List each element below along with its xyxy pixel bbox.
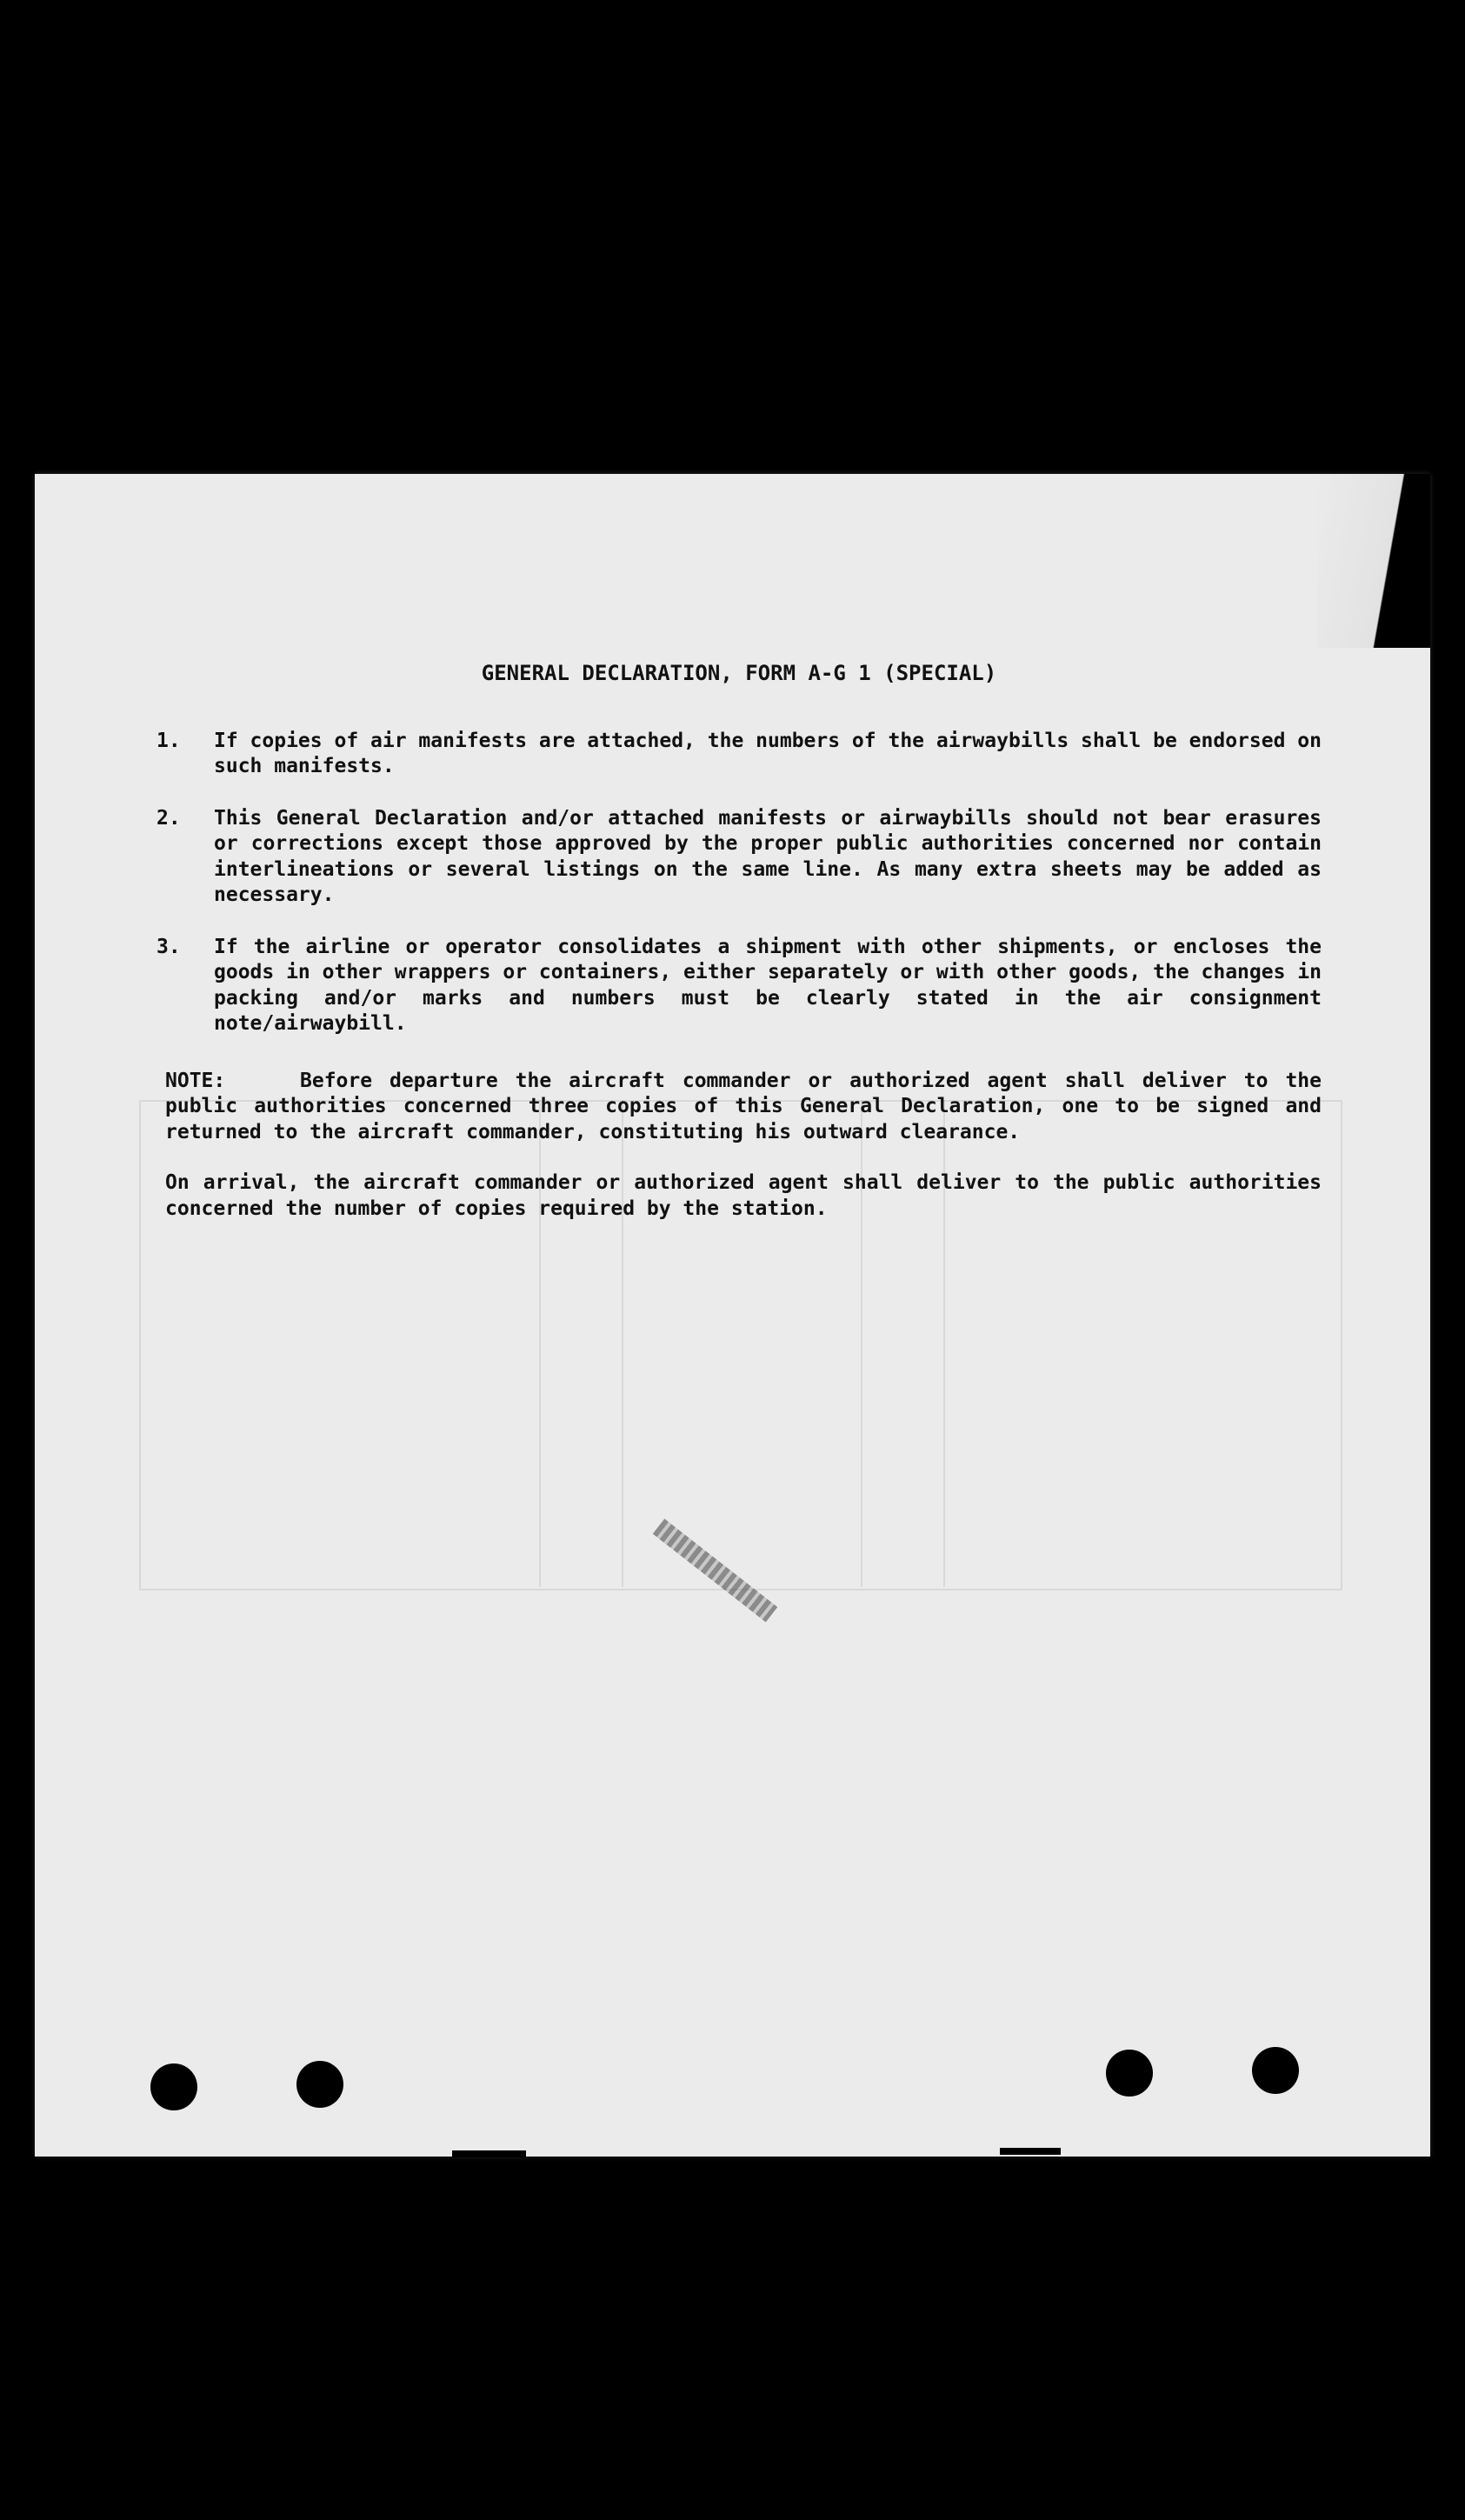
- item-number: 2.: [156, 806, 181, 830]
- note-arrival: On arrival, the aircraft commander or authorized agent shall deliver to the public authorities concerned the number of copies required by the station.: [165, 1171, 1322, 1220]
- note-section: [130, 1069, 1322, 1223]
- list-item: [130, 729, 1322, 780]
- punch-hole: [150, 2063, 197, 2110]
- item-number: 3.: [156, 935, 181, 958]
- item-text: This General Declaration and/or attached manifests or airwaybills should not bear erasures or corrections except those approved by the proper public authorities concerned nor contain interlineations or several listings on the same line. As many extra sheets may be added as necessary.: [214, 806, 1322, 906]
- page-title: GENERAL DECLARATION, FORM A-G 1 (SPECIAL): [481, 661, 997, 685]
- item-number: 1.: [156, 729, 181, 752]
- instruction-list: [130, 729, 1322, 1037]
- list-item: [130, 806, 1322, 909]
- item-text: If copies of air manifests are attached, the numbers of the airwaybills shall be endorsed on such manifests.: [214, 729, 1322, 777]
- item-text: If the airline or operator consolidates a shipment with other shipments, or encloses the goods in other wrappers or containers, either separately or with other goods, the changes in packing and/or marks and numbers must be clearly stated in the air consignment note/airwaybill.: [214, 935, 1322, 1035]
- note-departure: [165, 1069, 1322, 1146]
- note-text: Before departure the aircraft commander or authorized agent shall deliver to the public authorities concerned three copies of this General Declaration, one to be signed and returned to the aircraft commander, constituting his outward clearance.: [165, 1069, 1322, 1143]
- torn-edge: [1000, 2148, 1061, 2155]
- punch-hole: [296, 2061, 343, 2108]
- declaration-text: [130, 661, 1322, 1247]
- page-curled-edge: [1317, 474, 1430, 648]
- punch-hole: [1106, 2050, 1153, 2097]
- torn-edge: [452, 2150, 526, 2157]
- punch-hole: [1252, 2047, 1299, 2094]
- list-item: [130, 935, 1322, 1037]
- note-label: NOTE:: [165, 1069, 226, 1092]
